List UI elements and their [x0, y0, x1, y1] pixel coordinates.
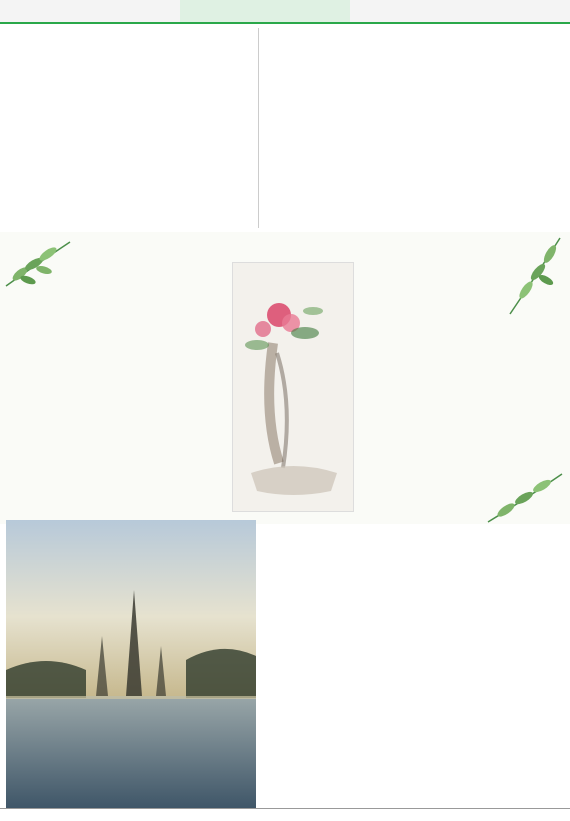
lead-article-column-3	[192, 30, 254, 226]
feature-article-column-1	[262, 30, 336, 226]
flower-painting-image	[233, 263, 353, 511]
leaf-decoration-icon	[4, 236, 74, 292]
lead-article-column-2	[126, 30, 188, 226]
essay-column-2	[340, 526, 414, 806]
poem-3-body	[440, 296, 510, 474]
ink-painting	[232, 262, 354, 512]
essay-column-3	[488, 526, 564, 806]
feature-article-column-4	[492, 82, 564, 226]
poem-1-body	[14, 300, 226, 516]
leaf-decoration-icon	[484, 470, 564, 526]
lake-photo-image	[6, 520, 256, 808]
feature-article-column-2	[340, 82, 412, 226]
feature-article-column-3	[416, 82, 488, 226]
essay-column-1	[262, 526, 336, 806]
column-divider	[258, 28, 259, 228]
landscape-photo	[6, 520, 256, 808]
footer-credits	[6, 810, 566, 817]
poem-2-body	[362, 296, 432, 474]
lead-article-column-1	[60, 30, 122, 226]
section-band	[180, 0, 350, 22]
